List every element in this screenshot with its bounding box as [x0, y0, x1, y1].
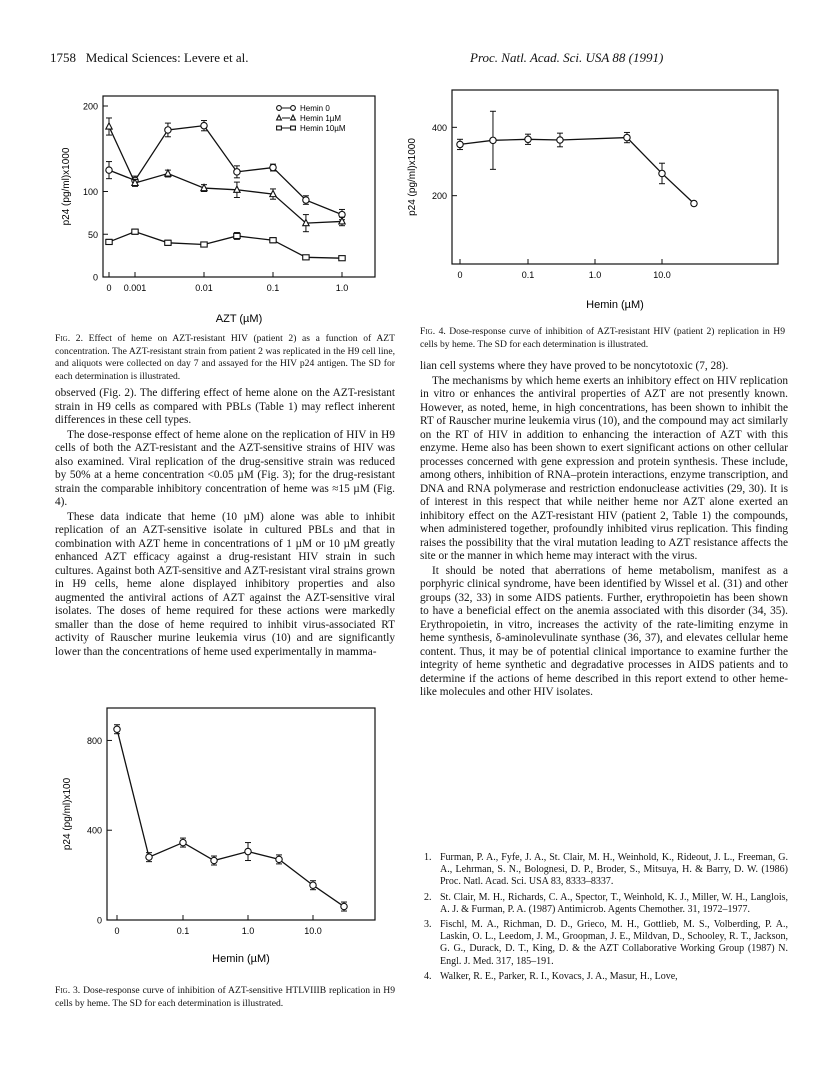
figure-2-caption	[55, 333, 395, 383]
paragraph: observed (Fig. 2). The differing effect of heme alone on the AZT-resistant strain in H9 cells as compared with PBLs (Table 1) may reflect inherent differences in these cell types.	[55, 387, 395, 426]
data-point	[201, 242, 207, 247]
data-point	[165, 127, 171, 133]
figure-2	[55, 82, 395, 327]
y-tick-label: 0	[92, 272, 98, 283]
data-point	[211, 857, 217, 863]
x-tick-label: 0.01	[195, 283, 213, 293]
data-point	[245, 848, 251, 854]
figure-3-caption-text: Dose-response curve of inhibition of AZT-sensitive HTLVIIIB replication in H9 cells by heme. The SD for each determination is illustrated.	[55, 985, 396, 1009]
reference-item	[420, 892, 788, 916]
data-point	[525, 136, 531, 142]
y-tick-label: 400	[86, 825, 102, 836]
reference-item	[420, 919, 788, 968]
figure-4-caption-label: Fig. 4.	[420, 326, 446, 337]
data-point	[339, 256, 345, 261]
data-point	[557, 137, 563, 143]
y-tick-label: 0	[96, 915, 102, 926]
x-tick-label: 1.0	[241, 926, 255, 936]
data-point	[270, 238, 276, 243]
y-tick-label: 100	[82, 187, 98, 197]
x-tick-label: 10.0	[653, 270, 671, 280]
data-point	[457, 141, 463, 147]
figure-3	[55, 700, 395, 980]
left-column-text	[55, 387, 395, 660]
data-point	[234, 233, 240, 238]
data-point	[277, 126, 282, 130]
reference-number: 4.	[424, 970, 432, 982]
y-tick-label: 400	[431, 122, 447, 133]
paragraph: lian cell systems where they have proved to be noncytotoxic (7, 28).	[420, 360, 729, 372]
x-axis-label: AZT (µM)	[215, 313, 263, 325]
data-point	[659, 170, 665, 176]
y-tick-label: 200	[431, 191, 447, 202]
figure-3-chart	[55, 700, 395, 980]
y-axis-label: p24 (pg/ml)x100	[62, 777, 73, 851]
y-tick-label: 50	[87, 229, 98, 240]
series-line-2	[109, 127, 342, 224]
y-tick-label: 200	[82, 101, 98, 112]
reference-text: St. Clair, M. H., Richards, C. A., Spector, T., Weinhold, K. J., Miller, W. H., Langlois, A. J. & Furman, P. A. (1987) Antimicrob. Agents Chemother. 31, 1972–1977.	[440, 891, 788, 915]
reference-text: Fischl, M. A., Richman, D. D., Grieco, M. H., Gottlieb, M. S., Volberding, P. A., Laskin, O. L., Leedom, J. M., Groopman, J. E., Mildvan, D., Schooley, R. T., Jackson, G. G., Durack, D. T., King, D. & the AZT Collaborative Working Group (1987) N. Engl. J. Med. 317, 185–191.	[440, 919, 788, 967]
data-point	[114, 726, 120, 732]
figure-3-caption	[55, 985, 395, 1010]
page-number: 1758	[50, 50, 76, 65]
legend-entry: Hemin 10µM	[300, 124, 346, 133]
figure-4-chart	[400, 82, 795, 322]
reference-number: 2.	[424, 891, 432, 903]
data-point	[165, 240, 171, 245]
series-line-3	[109, 232, 342, 259]
x-tick-label: 1.0	[335, 283, 349, 293]
x-tick-label: 10.0	[304, 926, 322, 936]
journal-citation: Proc. Natl. Acad. Sci. USA 88 (1991)	[470, 50, 664, 65]
data-point	[303, 255, 309, 260]
figure-4-caption-text: Dose-response curve of inhibition of AZT-resistant HIV (patient 2) replication in H9 cells by heme. The SD for each determination is illustrated.	[420, 326, 785, 350]
y-axis-label: p24 (pg/ml)x1000	[407, 138, 418, 216]
x-tick-label: 0	[457, 270, 463, 280]
data-point	[106, 239, 112, 244]
reference-item	[420, 852, 788, 889]
data-point	[180, 839, 186, 845]
data-point	[291, 126, 296, 130]
data-point	[270, 164, 276, 170]
x-axis-label: Hemin (µM)	[586, 299, 644, 311]
plot-frame	[452, 90, 778, 264]
x-tick-label: 0.1	[521, 270, 535, 280]
references-list	[420, 852, 788, 986]
data-point	[132, 229, 138, 234]
right-column-text	[420, 360, 788, 701]
figure-3-caption-label: Fig. 3.	[55, 985, 81, 996]
x-tick-label: 0.1	[266, 283, 280, 293]
data-point	[624, 134, 630, 140]
data-point	[165, 170, 171, 176]
figure-2-caption-text: Effect of heme on AZT-resistant HIV (patient 2) as a function of AZT concentration. The AZT-resistant strain from patient 2 was replicated in the H9 cell line, and aliquots were collected on day 7 and assayed for the HIV p24 antigen. The SD for each determination is illustrated.	[55, 333, 395, 382]
data-point	[277, 115, 282, 120]
legend-entry: Hemin 1µM	[300, 114, 342, 123]
paragraph: The dose-response effect of heme alone on the replication of HIV in H9 cells of both the AZT-resistant and the AZT-sensitive strains of HIV was also examined. Viral replication of the drug-sensitive strain was reduced by 50% at a heme concentration <0.05 µM (Fig. 3); for the drug-resistant strain the comparable inhibitory concentration of heme was ≈15 µM (Fig. 4).	[55, 428, 395, 508]
reference-text: Walker, R. E., Parker, R. I., Kovacs, J. A., Masur, H., Love,	[440, 970, 678, 982]
figure-2-chart	[55, 82, 395, 327]
data-point	[291, 106, 296, 111]
data-point	[234, 169, 240, 175]
data-point	[146, 854, 152, 860]
x-tick-label: 0	[114, 926, 120, 936]
data-point	[201, 122, 207, 128]
y-axis-label: p24 (pg/ml)x1000	[61, 147, 72, 226]
data-point	[341, 903, 347, 909]
data-point	[277, 106, 282, 111]
data-point	[106, 123, 112, 129]
x-tick-label: 1.0	[588, 270, 602, 280]
data-point	[691, 200, 697, 206]
x-tick-label: 0.1	[176, 926, 190, 936]
x-tick-label: 0	[106, 283, 112, 293]
data-point	[291, 115, 296, 120]
figure-2-caption-label: Fig. 2.	[55, 333, 83, 344]
data-point	[490, 137, 496, 143]
paragraph: The mechanisms by which heme exerts an inhibitory effect on HIV replication in vitro or enhances the antiviral properties of AZT are not presently known. However, as noted, heme, in high concentrations, has been shown to inhibit the RT of Rauscher murine leukemia virus (10), and the compound may act similarly on the RT of HIV in addition to enhancing the interaction of AZT with this enzyme. Heme also has been shown to exert significant actions on other cellular processes concerned with gene expression and protein synthesis. These include, among others, inhibition of RNA–protein interactions, enzyme transcription, and DNA and RNA polymerase and restriction endonuclease activities (29, 30). It is of interest in this respect that while neither heme nor AZT alone exerted an inhibitory effect on the AZT-resistant HIV (patient 2, Table 1) the compounds, when administered together, profoundly inhibited virus replication. This finding raises the possibility that the viral mutation leading to AZT resistance affects the site or the manner in which heme may interact with the virus.	[420, 374, 788, 562]
legend-entry: Hemin 0	[300, 104, 330, 113]
figure-4	[400, 82, 795, 322]
x-axis-label: Hemin (µM)	[212, 953, 270, 965]
series-line-1	[117, 729, 344, 906]
reference-item	[420, 971, 788, 983]
data-point	[106, 167, 112, 173]
data-point	[303, 197, 309, 203]
data-point	[310, 882, 316, 888]
reference-number: 3.	[424, 919, 432, 931]
data-point	[276, 856, 282, 862]
reference-text: Furman, P. A., Fyfe, J. A., St. Clair, M. H., Weinhold, K., Rideout, J. L., Freeman, G. A., Lehrman, S. N., Bolognesi, D. P., Broder, S., Mitsuya, H. & Barry, D. W. (1986) Proc. Natl. Acad. Sci. USA 83, 8333–8337.	[440, 852, 788, 888]
series-line-1	[460, 138, 694, 204]
paragraph: These data indicate that heme (10 µM) alone was able to inhibit replication of an AZT-sensitive isolate in cultured PBLs and that in combination with AZT heme in concentrations of 1 µM or 10 µM greatly enhanced AZT efficacy against a drug-resistant HIV strain in such cultures. Against both AZT-sensitive and AZT-resistant viral strains grown in H9 cells, heme alone displayed inhibitory properties and also augmented the antiviral actions of AZT against the AZT-sensitive viral isolates. The doses of heme required for these actions were markedly smaller than the dose of heme required to inhibit virus-associated RT activity of Rauscher murine leukemia virus (10) and are significantly lower than the concentrations of heme used experimentally in mamma-	[55, 510, 395, 658]
running-title: Medical Sciences: Levere et al.	[85, 50, 249, 65]
y-tick-label: 800	[86, 735, 102, 746]
page-header-left	[50, 50, 249, 66]
data-point	[339, 218, 345, 224]
paragraph: It should be noted that aberrations of heme metabolism, manifest as a porphyric clinical syndrome, have been identified by Wissel et al. (31) and other groups (32, 33) in some AIDS patients. Further, erythropoietin has been shown to have a beneficial effect on the anemia associated with this disorder (34, 35). Erythropoietin, in vitro, increases the activity of the rate-limiting enzyme in heme synthesis, δ-aminolevulinate synthase (36, 37), and elevates cellular heme content. Thus, it may be of potential clinical importance to examine further the integrity of heme synthetic and degradative processes in AIDS patients and to determine if the actions of heme described in this report extend to other heme-like molecules and other HIV isolates.	[420, 564, 788, 698]
reference-number: 1.	[424, 852, 432, 863]
x-tick-label: 0.001	[123, 283, 147, 293]
figure-4-caption	[420, 326, 785, 351]
plot-frame	[107, 708, 375, 920]
